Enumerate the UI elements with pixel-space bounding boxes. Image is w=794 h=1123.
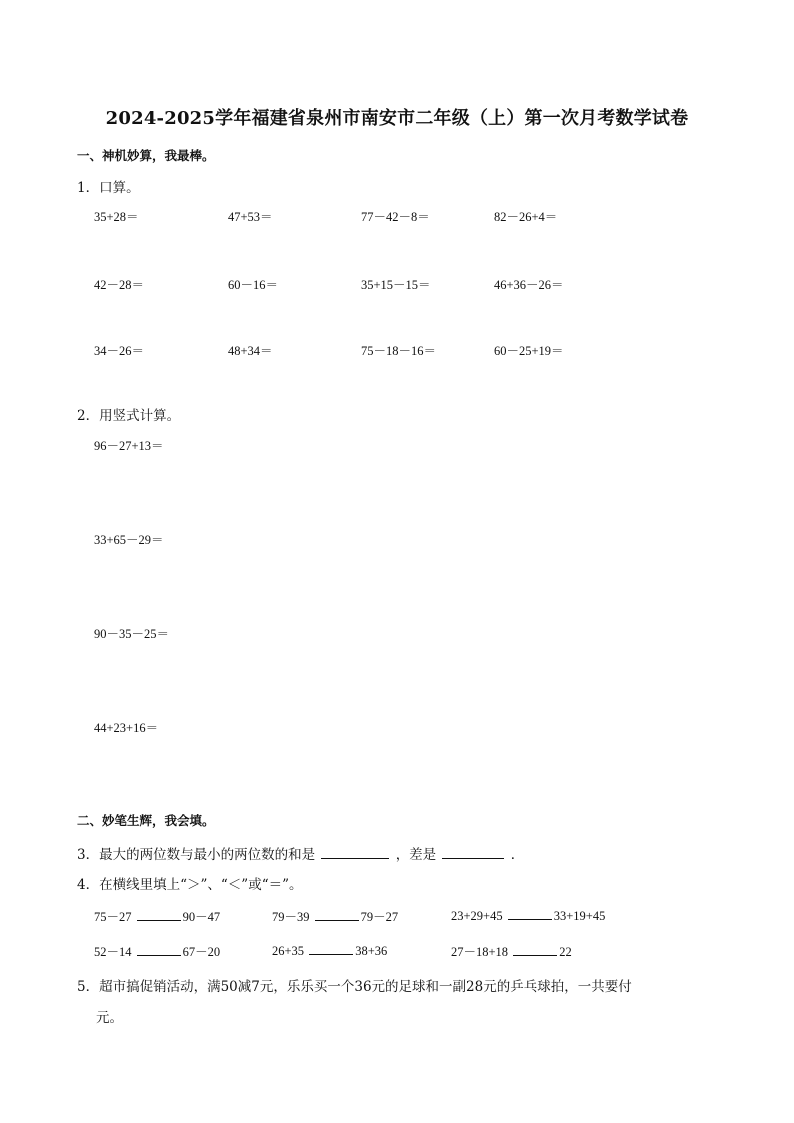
question-3-text-c: ． — [510, 847, 525, 863]
compare-blank[interactable] — [309, 942, 353, 955]
compare-blank[interactable] — [508, 907, 552, 920]
oral-item: 60－25+19＝ — [494, 344, 564, 358]
oral-item: 47+53＝ — [228, 210, 273, 224]
oral-item: 34－26＝ — [94, 344, 145, 358]
compare-item — [272, 942, 387, 959]
oral-item: 46+36－26＝ — [494, 278, 564, 292]
oral-item: 82－26+4＝ — [494, 210, 558, 224]
compare-right: 38+36 — [355, 944, 388, 958]
oral-item: 75－18－16＝ — [361, 344, 437, 358]
compare-left: 52－14 — [94, 945, 132, 959]
compare-left: 79－39 — [272, 910, 310, 924]
compare-blank[interactable] — [137, 943, 181, 956]
section-heading-1: 一、神机妙算，我最棒。 — [77, 148, 215, 163]
compare-right: 22 — [559, 945, 572, 959]
question-1-label: 1．口算。 — [77, 180, 140, 196]
oral-item: 60－16＝ — [228, 278, 279, 292]
question-5-line-1: 5．超市搞促销活动，满50减7元，乐乐买一个36元的足球和一副28元的乒乓球拍，一共要付 — [77, 979, 632, 995]
oral-item: 77－42－8＝ — [361, 210, 430, 224]
vertical-calc-item: 90－35－25＝ — [94, 627, 170, 641]
compare-left: 75－27 — [94, 910, 132, 924]
compare-left: 26+35 — [272, 944, 305, 958]
compare-blank[interactable] — [315, 908, 359, 921]
question-3-text-a: 3．最大的两位数与最小的两位数的和是 — [77, 847, 316, 863]
question-2-label: 2．用竖式计算。 — [77, 408, 181, 424]
question-5-unit: 元。 — [96, 1010, 123, 1026]
compare-right: 67－20 — [182, 945, 221, 959]
question-3-text-b: ，差是 — [395, 847, 437, 863]
oral-item: 42－28＝ — [94, 278, 145, 292]
compare-right: 90－47 — [182, 910, 221, 924]
question-5-line-2 — [92, 1006, 123, 1026]
question-4-label: 4．在横线里填上“＞”、“＜”或“＝”。 — [77, 877, 303, 893]
compare-blank[interactable] — [513, 943, 557, 956]
question-3 — [77, 843, 524, 863]
oral-item: 35+28＝ — [94, 210, 139, 224]
compare-item — [272, 907, 398, 925]
compare-right: 33+19+45 — [553, 909, 606, 923]
answer-blank-difference[interactable] — [442, 846, 504, 859]
compare-blank[interactable] — [137, 908, 181, 921]
compare-item — [451, 942, 572, 960]
compare-left: 27－18+18 — [451, 945, 509, 959]
section-heading-2: 二、妙笔生辉，我会填。 — [77, 813, 215, 828]
compare-right: 79－27 — [360, 910, 399, 924]
page-title: 2024-2025学年福建省泉州市南安市二年级（上）第一次月考数学试卷 — [105, 108, 689, 129]
oral-item: 48+34＝ — [228, 344, 273, 358]
compare-item — [94, 942, 220, 960]
oral-item: 35+15－15＝ — [361, 278, 431, 292]
compare-item — [94, 907, 220, 925]
vertical-calc-item: 33+65－29＝ — [94, 533, 164, 547]
answer-blank-sum[interactable] — [321, 846, 389, 859]
compare-item — [451, 907, 605, 924]
compare-left: 23+29+45 — [451, 909, 503, 923]
vertical-calc-item: 96－27+13＝ — [94, 439, 164, 453]
vertical-calc-item: 44+23+16＝ — [94, 721, 159, 735]
